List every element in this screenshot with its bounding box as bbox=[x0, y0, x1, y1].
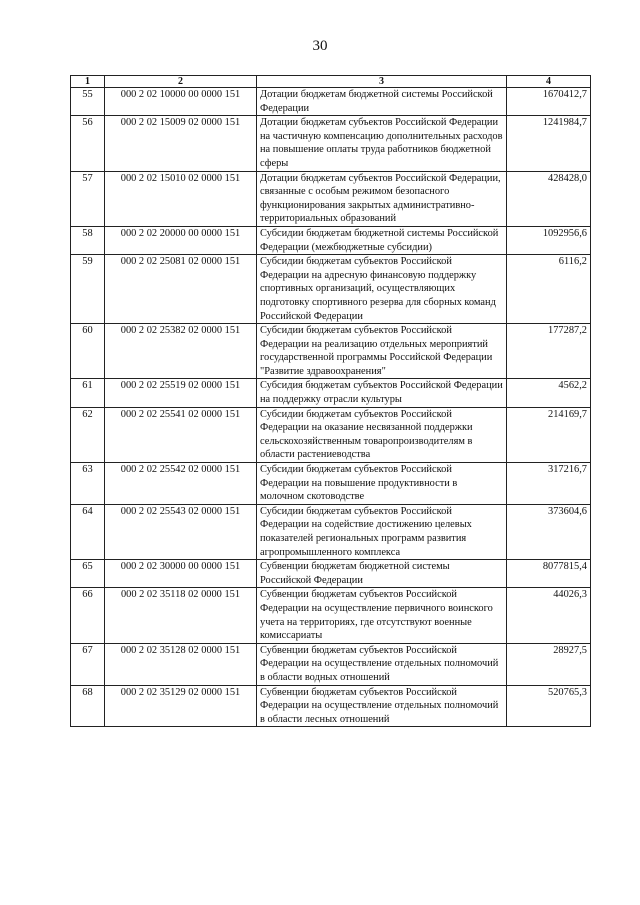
budget-code: 000 2 02 25541 02 0000 151 bbox=[105, 407, 257, 462]
budget-code: 000 2 02 35129 02 0000 151 bbox=[105, 685, 257, 727]
budget-code: 000 2 02 25519 02 0000 151 bbox=[105, 379, 257, 407]
budget-code: 000 2 02 20000 00 0000 151 bbox=[105, 226, 257, 254]
row-number: 65 bbox=[71, 560, 105, 588]
row-number: 61 bbox=[71, 379, 105, 407]
amount: 214169,7 bbox=[507, 407, 591, 462]
row-number: 60 bbox=[71, 324, 105, 379]
header-col-4: 4 bbox=[507, 76, 591, 88]
row-number: 62 bbox=[71, 407, 105, 462]
table-row bbox=[71, 324, 591, 379]
budget-code: 000 2 02 25081 02 0000 151 bbox=[105, 255, 257, 324]
header-col-3: 3 bbox=[257, 76, 507, 88]
amount: 4562,2 bbox=[507, 379, 591, 407]
revenue-name: Субсидии бюджетам субъектов Российской Федерации на адресную финансовую поддержку спортивных организаций, осуществляющих подготовку спортивного резерва для сборных команд Российской Федерации bbox=[257, 255, 507, 324]
budget-code: 000 2 02 35128 02 0000 151 bbox=[105, 643, 257, 685]
revenue-name: Субсидия бюджетам субъектов Российской Федерации на поддержку отрасли культуры bbox=[257, 379, 507, 407]
revenue-name: Субвенции бюджетам субъектов Российской Федерации на осуществление отдельных полномочий в области водных отношений bbox=[257, 643, 507, 685]
revenue-name: Дотации бюджетам субъектов Российской Федерации, связанные с особым режимом безопасного функционирования закрытых административно-территориальных образований bbox=[257, 171, 507, 226]
amount: 1241984,7 bbox=[507, 116, 591, 171]
revenue-name: Субвенции бюджетам субъектов Российской Федерации на осуществление отдельных полномочий в области лесных отношений bbox=[257, 685, 507, 727]
revenue-name: Дотации бюджетам субъектов Российской Федерации на частичную компенсацию дополнительных расходов на повышение оплаты труда работников бюджетной сферы bbox=[257, 116, 507, 171]
header-col-2: 2 bbox=[105, 76, 257, 88]
revenue-name: Субсидии бюджетам субъектов Российской Федерации на реализацию отдельных мероприятий государственной программы Российской Федерации "Развитие здравоохранения" bbox=[257, 324, 507, 379]
budget-code: 000 2 02 15010 02 0000 151 bbox=[105, 171, 257, 226]
table-body bbox=[71, 88, 591, 727]
revenue-name: Субсидии бюджетам субъектов Российской Федерации на оказание несвязанной поддержки сельскохозяйственным товаропроизводителям в области растениеводства bbox=[257, 407, 507, 462]
table-row bbox=[71, 226, 591, 254]
table-row bbox=[71, 588, 591, 643]
amount: 520765,3 bbox=[507, 685, 591, 727]
amount: 428428,0 bbox=[507, 171, 591, 226]
amount: 6116,2 bbox=[507, 255, 591, 324]
row-number: 66 bbox=[71, 588, 105, 643]
revenue-name: Субсидии бюджетам субъектов Российской Федерации на содействие достижению целевых показателей региональных программ развития агропромышленного комплекса bbox=[257, 504, 507, 559]
table-row bbox=[71, 560, 591, 588]
table-row bbox=[71, 116, 591, 171]
table-row bbox=[71, 504, 591, 559]
row-number: 64 bbox=[71, 504, 105, 559]
table-header bbox=[71, 76, 591, 88]
amount: 28927,5 bbox=[507, 643, 591, 685]
table-row bbox=[71, 463, 591, 505]
amount: 317216,7 bbox=[507, 463, 591, 505]
table-row bbox=[71, 379, 591, 407]
amount: 8077815,4 bbox=[507, 560, 591, 588]
row-number: 55 bbox=[71, 88, 105, 116]
row-number: 63 bbox=[71, 463, 105, 505]
table-row bbox=[71, 407, 591, 462]
table-row bbox=[71, 255, 591, 324]
row-number: 57 bbox=[71, 171, 105, 226]
budget-revenue-table bbox=[70, 75, 591, 727]
table-row bbox=[71, 685, 591, 727]
row-number: 56 bbox=[71, 116, 105, 171]
amount: 1670412,7 bbox=[507, 88, 591, 116]
row-number: 58 bbox=[71, 226, 105, 254]
revenue-name: Субсидии бюджетам бюджетной системы Российской Федерации (межбюджетные субсидии) bbox=[257, 226, 507, 254]
row-number: 59 bbox=[71, 255, 105, 324]
table-row bbox=[71, 171, 591, 226]
page-number: 30 bbox=[312, 38, 328, 54]
budget-code: 000 2 02 25543 02 0000 151 bbox=[105, 504, 257, 559]
revenue-name: Субвенции бюджетам бюджетной системы Российской Федерации bbox=[257, 560, 507, 588]
table-row bbox=[71, 88, 591, 116]
revenue-name: Дотации бюджетам бюджетной системы Российской Федерации bbox=[257, 88, 507, 116]
row-number: 68 bbox=[71, 685, 105, 727]
table-row bbox=[71, 643, 591, 685]
revenue-name: Субвенции бюджетам субъектов Российской Федерации на осуществление первичного воинского учета на территориях, где отсутствуют военные комиссариаты bbox=[257, 588, 507, 643]
header-col-1: 1 bbox=[71, 76, 105, 88]
budget-code: 000 2 02 15009 02 0000 151 bbox=[105, 116, 257, 171]
amount: 1092956,6 bbox=[507, 226, 591, 254]
budget-code: 000 2 02 25382 02 0000 151 bbox=[105, 324, 257, 379]
amount: 373604,6 bbox=[507, 504, 591, 559]
table-header-row bbox=[71, 76, 591, 88]
budget-code: 000 2 02 30000 00 0000 151 bbox=[105, 560, 257, 588]
amount: 44026,3 bbox=[507, 588, 591, 643]
amount: 177287,2 bbox=[507, 324, 591, 379]
row-number: 67 bbox=[71, 643, 105, 685]
revenue-name: Субсидии бюджетам субъектов Российской Федерации на повышение продуктивности в молочном скотоводстве bbox=[257, 463, 507, 505]
budget-code: 000 2 02 10000 00 0000 151 bbox=[105, 88, 257, 116]
budget-code: 000 2 02 25542 02 0000 151 bbox=[105, 463, 257, 505]
budget-code: 000 2 02 35118 02 0000 151 bbox=[105, 588, 257, 643]
